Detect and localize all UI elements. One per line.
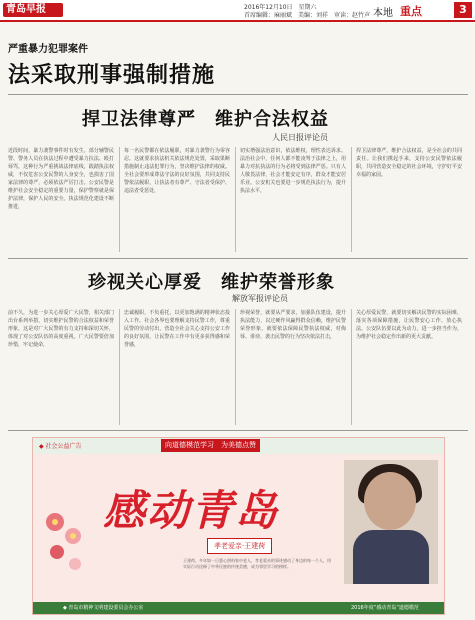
- article1-column: 切实增强法治意识，依法维权，理性表达诉求。法治社会中，任何人都不能凌驾于法律之上，用暴力对抗执法的行为必将受到法律严惩。只有人人敬畏法律，社会才能安定有序，群众才能安居乐业。公安机关也要进一步规范执法行为，提升执法水平，: [240, 148, 346, 194]
- article2-column: 忠诚履职，不负重托，以更加饱满的精神状态投入工作。社会各界也要理解支持民警工作，尊重民警的劳动付出，营造全社会关心支持公安工作的良好氛围，让民警在工作中有更多获得感和荣誉感，: [124, 310, 230, 348]
- divider: [8, 94, 468, 95]
- article2-column: 珍视荣誉，就要从严要求，加强队伍建设，提升执法能力，以过硬作风赢得群众信赖。维护民警荣誉形象，就要依法保障民警执法权威，对侮辱、诽谤、袭击民警的行为坚决依法打击，: [240, 310, 346, 340]
- column-divider: [235, 147, 236, 252]
- section-focus: 重点: [400, 5, 422, 18]
- ad-contact: ◆ 青岛市精神文明建设委员会办公室: [63, 605, 144, 611]
- header-divider: [0, 20, 475, 22]
- ad-sponsor: ◆ 社会公益广告: [39, 443, 82, 450]
- column-divider: [119, 309, 120, 425]
- headline-kicker: 严重暴力犯罪案件: [8, 44, 88, 55]
- ad-name-tag: 孝老爱亲·王建荷: [207, 538, 272, 554]
- article1-column: 捍卫法律尊严，维护合法权益，是全社会的共同责任。让我们携起手来，支持公安民警依法履职，共同营造安全稳定的社会环境，守护好平安幸福的家园。: [356, 148, 462, 178]
- main-headline: 法采取刑事强制措施: [8, 63, 216, 88]
- article2-title: 珍视关心厚爱 维护荣誉形象: [88, 272, 335, 293]
- paper-name: 青岛早报: [6, 4, 46, 15]
- ad-note: 2016年度“感动青岛”道德模范: [351, 605, 419, 611]
- divider: [8, 258, 468, 259]
- article1-column: 近段时间，暴力袭警事件时有发生，部分辅警民警、警务人员在执法过程中遭受暴力抗法、殴打辱骂，这种行为严重挑战法律底线，践踏执法权威，不仅危害公安民警的人身安全，也损害了国家法律的尊严，必须依法严厉打击。公安民警是维护社会安全稳定的重要力量，保护警察就是保护法律，保护人民的安全。执法规范化建设不断推进，: [8, 148, 114, 210]
- portrait-face: [364, 472, 416, 530]
- flower-decoration: [41, 508, 89, 578]
- ad-body-text: 王建荷，多年如一日悉心照料家中老人，孝老爱亲的事迹感动了身边的每一个人，用实际行动诠释了中华民族的传统美德，成为邻里学习的榜样。: [183, 558, 331, 569]
- column-divider: [235, 309, 236, 425]
- column-divider: [119, 147, 120, 252]
- divider: [8, 430, 468, 431]
- article1-source: 人民日报评论员: [272, 133, 328, 142]
- date-line: 2016年12月10日 星期六: [244, 4, 317, 11]
- page-number: 3: [454, 2, 472, 18]
- section-local: 本地: [373, 8, 393, 19]
- article1-column: 每一名民警都在依法履职，对暴力袭警行为零容忍。这就要求执法机关依法规范处置，采取果断措施制止违法犯罪行为，坚决维护法律的权威。全社会要形成尊法守法的良好氛围，共同支持民警依法履职，让执法者有尊严、守法者受保护、违法者受惩处，: [124, 148, 230, 194]
- ad-title: 感动青岛: [103, 486, 280, 535]
- public-service-ad: [32, 437, 445, 615]
- column-divider: [351, 147, 352, 252]
- article2-column: 关心厚爱民警，就要切实解决民警的实际困难，落实各项保障措施，让民警安心工作、放心执法。公安队伍要以此为动力，进一步担当作为，为维护社会稳定作出新的更大贡献。: [356, 310, 462, 340]
- article2-source: 解放军报评论员: [232, 294, 288, 303]
- column-divider: [351, 309, 352, 425]
- portrait-body: [353, 530, 429, 584]
- editor-line: 首席编辑：麻丽斌 美编：刘祥 审读：赵竹声: [244, 12, 371, 19]
- article1-title: 捍卫法律尊严 维护合法权益: [82, 109, 329, 130]
- article2-column: 前不久，为进一步关心厚爱广大民警，相关部门出台系列举措，切实维护民警的合法权益和荣誉形象，这是对广大民警的有力支持和深切关怀，体现了对公安队伍的高度重视。广大民警要倍加珍惜，牢记使命，: [8, 310, 114, 348]
- ad-slogan: 向道德模范学习 为美德点赞: [161, 439, 260, 452]
